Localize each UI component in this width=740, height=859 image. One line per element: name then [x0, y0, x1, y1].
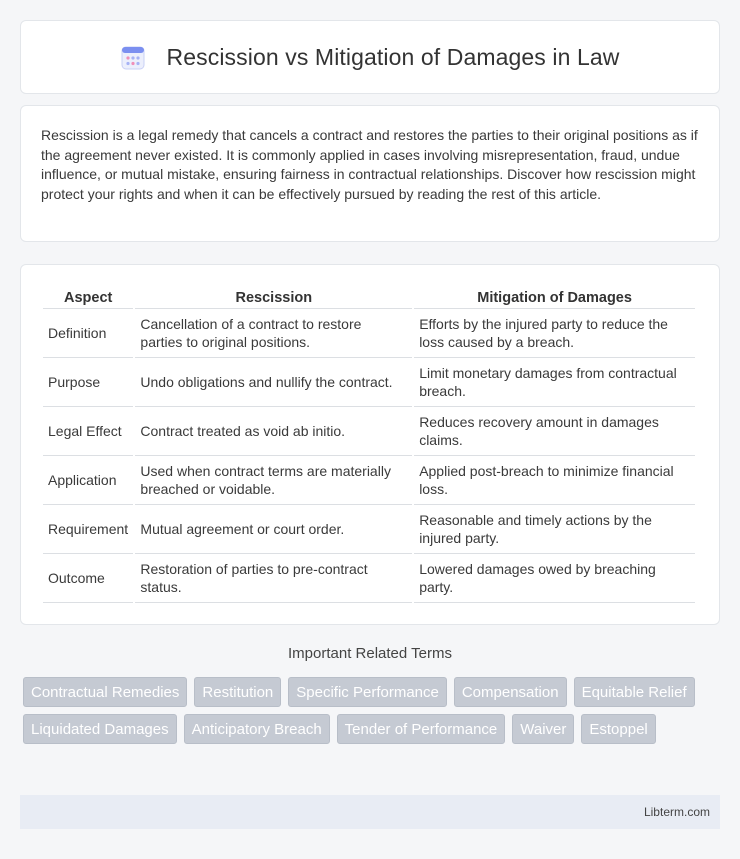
related-term-tag[interactable]: Compensation	[454, 677, 567, 707]
footer	[20, 795, 720, 829]
related-term-tag[interactable]: Tender of Performance	[337, 714, 506, 744]
table-row	[43, 309, 695, 358]
related-term-tag[interactable]: Liquidated Damages	[23, 714, 177, 744]
page-title: Rescission vs Mitigation of Damages in Law	[166, 43, 620, 70]
related-term-tag[interactable]: Waiver	[512, 714, 574, 744]
row-aspect: Requirement	[43, 505, 133, 554]
header-mitigation: Mitigation of Damages	[414, 285, 695, 309]
table-row	[43, 505, 695, 554]
row-rescission: Cancellation of a contract to restore parties to original positions.	[135, 309, 412, 358]
related-term-tag[interactable]: Anticipatory Breach	[184, 714, 330, 744]
row-aspect: Application	[43, 456, 133, 505]
intro-paragraph: Rescission is a legal remedy that cancels a contract and restores the parties to their original positions as if the agreement never existed. It is commonly applied in cases involving misrepresentation, fraud, undue influence, or mutual mistake, ensuring fairness in contractual relationships. Discover how rescission might protect your rights and when it can be effectively pursued by reading the rest of this article.	[41, 127, 698, 202]
table-header-row	[43, 285, 695, 309]
row-rescission: Mutual agreement or court order.	[135, 505, 412, 554]
row-mitigation: Reasonable and timely actions by the injured party.	[414, 505, 695, 554]
related-term-tag[interactable]: Estoppel	[581, 714, 655, 744]
row-mitigation: Lowered damages owed by breaching party.	[414, 554, 695, 603]
row-mitigation: Applied post-breach to minimize financial loss.	[414, 456, 695, 505]
header-rescission: Rescission	[135, 285, 412, 309]
comparison-table	[41, 285, 697, 603]
row-rescission: Contract treated as void ab initio.	[135, 407, 412, 456]
related-terms-list	[23, 677, 713, 744]
row-aspect: Legal Effect	[43, 407, 133, 456]
table-row	[43, 407, 695, 456]
row-aspect: Outcome	[43, 554, 133, 603]
calendar-icon	[121, 44, 145, 70]
title-card	[20, 20, 720, 94]
footer-site-link[interactable]: Libterm.com	[643, 805, 710, 819]
related-terms-heading: Important Related Terms	[288, 645, 452, 662]
row-rescission: Used when contract terms are materially breached or voidable.	[135, 456, 412, 505]
related-term-tag[interactable]: Equitable Relief	[574, 677, 695, 707]
table-row	[43, 358, 695, 407]
header-aspect: Aspect	[43, 285, 133, 309]
row-rescission: Restoration of parties to pre-contract status.	[135, 554, 412, 603]
row-aspect: Definition	[43, 309, 133, 358]
row-mitigation: Limit monetary damages from contractual breach.	[414, 358, 695, 407]
related-term-tag[interactable]: Restitution	[194, 677, 281, 707]
related-term-tag[interactable]: Contractual Remedies	[23, 677, 187, 707]
comparison-table-card	[20, 264, 720, 625]
row-aspect: Purpose	[43, 358, 133, 407]
row-mitigation: Efforts by the injured party to reduce the loss caused by a breach.	[414, 309, 695, 358]
table-row	[43, 456, 695, 505]
row-rescission: Undo obligations and nullify the contract.	[135, 358, 412, 407]
related-term-tag[interactable]: Specific Performance	[288, 677, 447, 707]
intro-card	[20, 105, 720, 242]
row-mitigation: Reduces recovery amount in damages claims.	[414, 407, 695, 456]
table-row	[43, 554, 695, 603]
